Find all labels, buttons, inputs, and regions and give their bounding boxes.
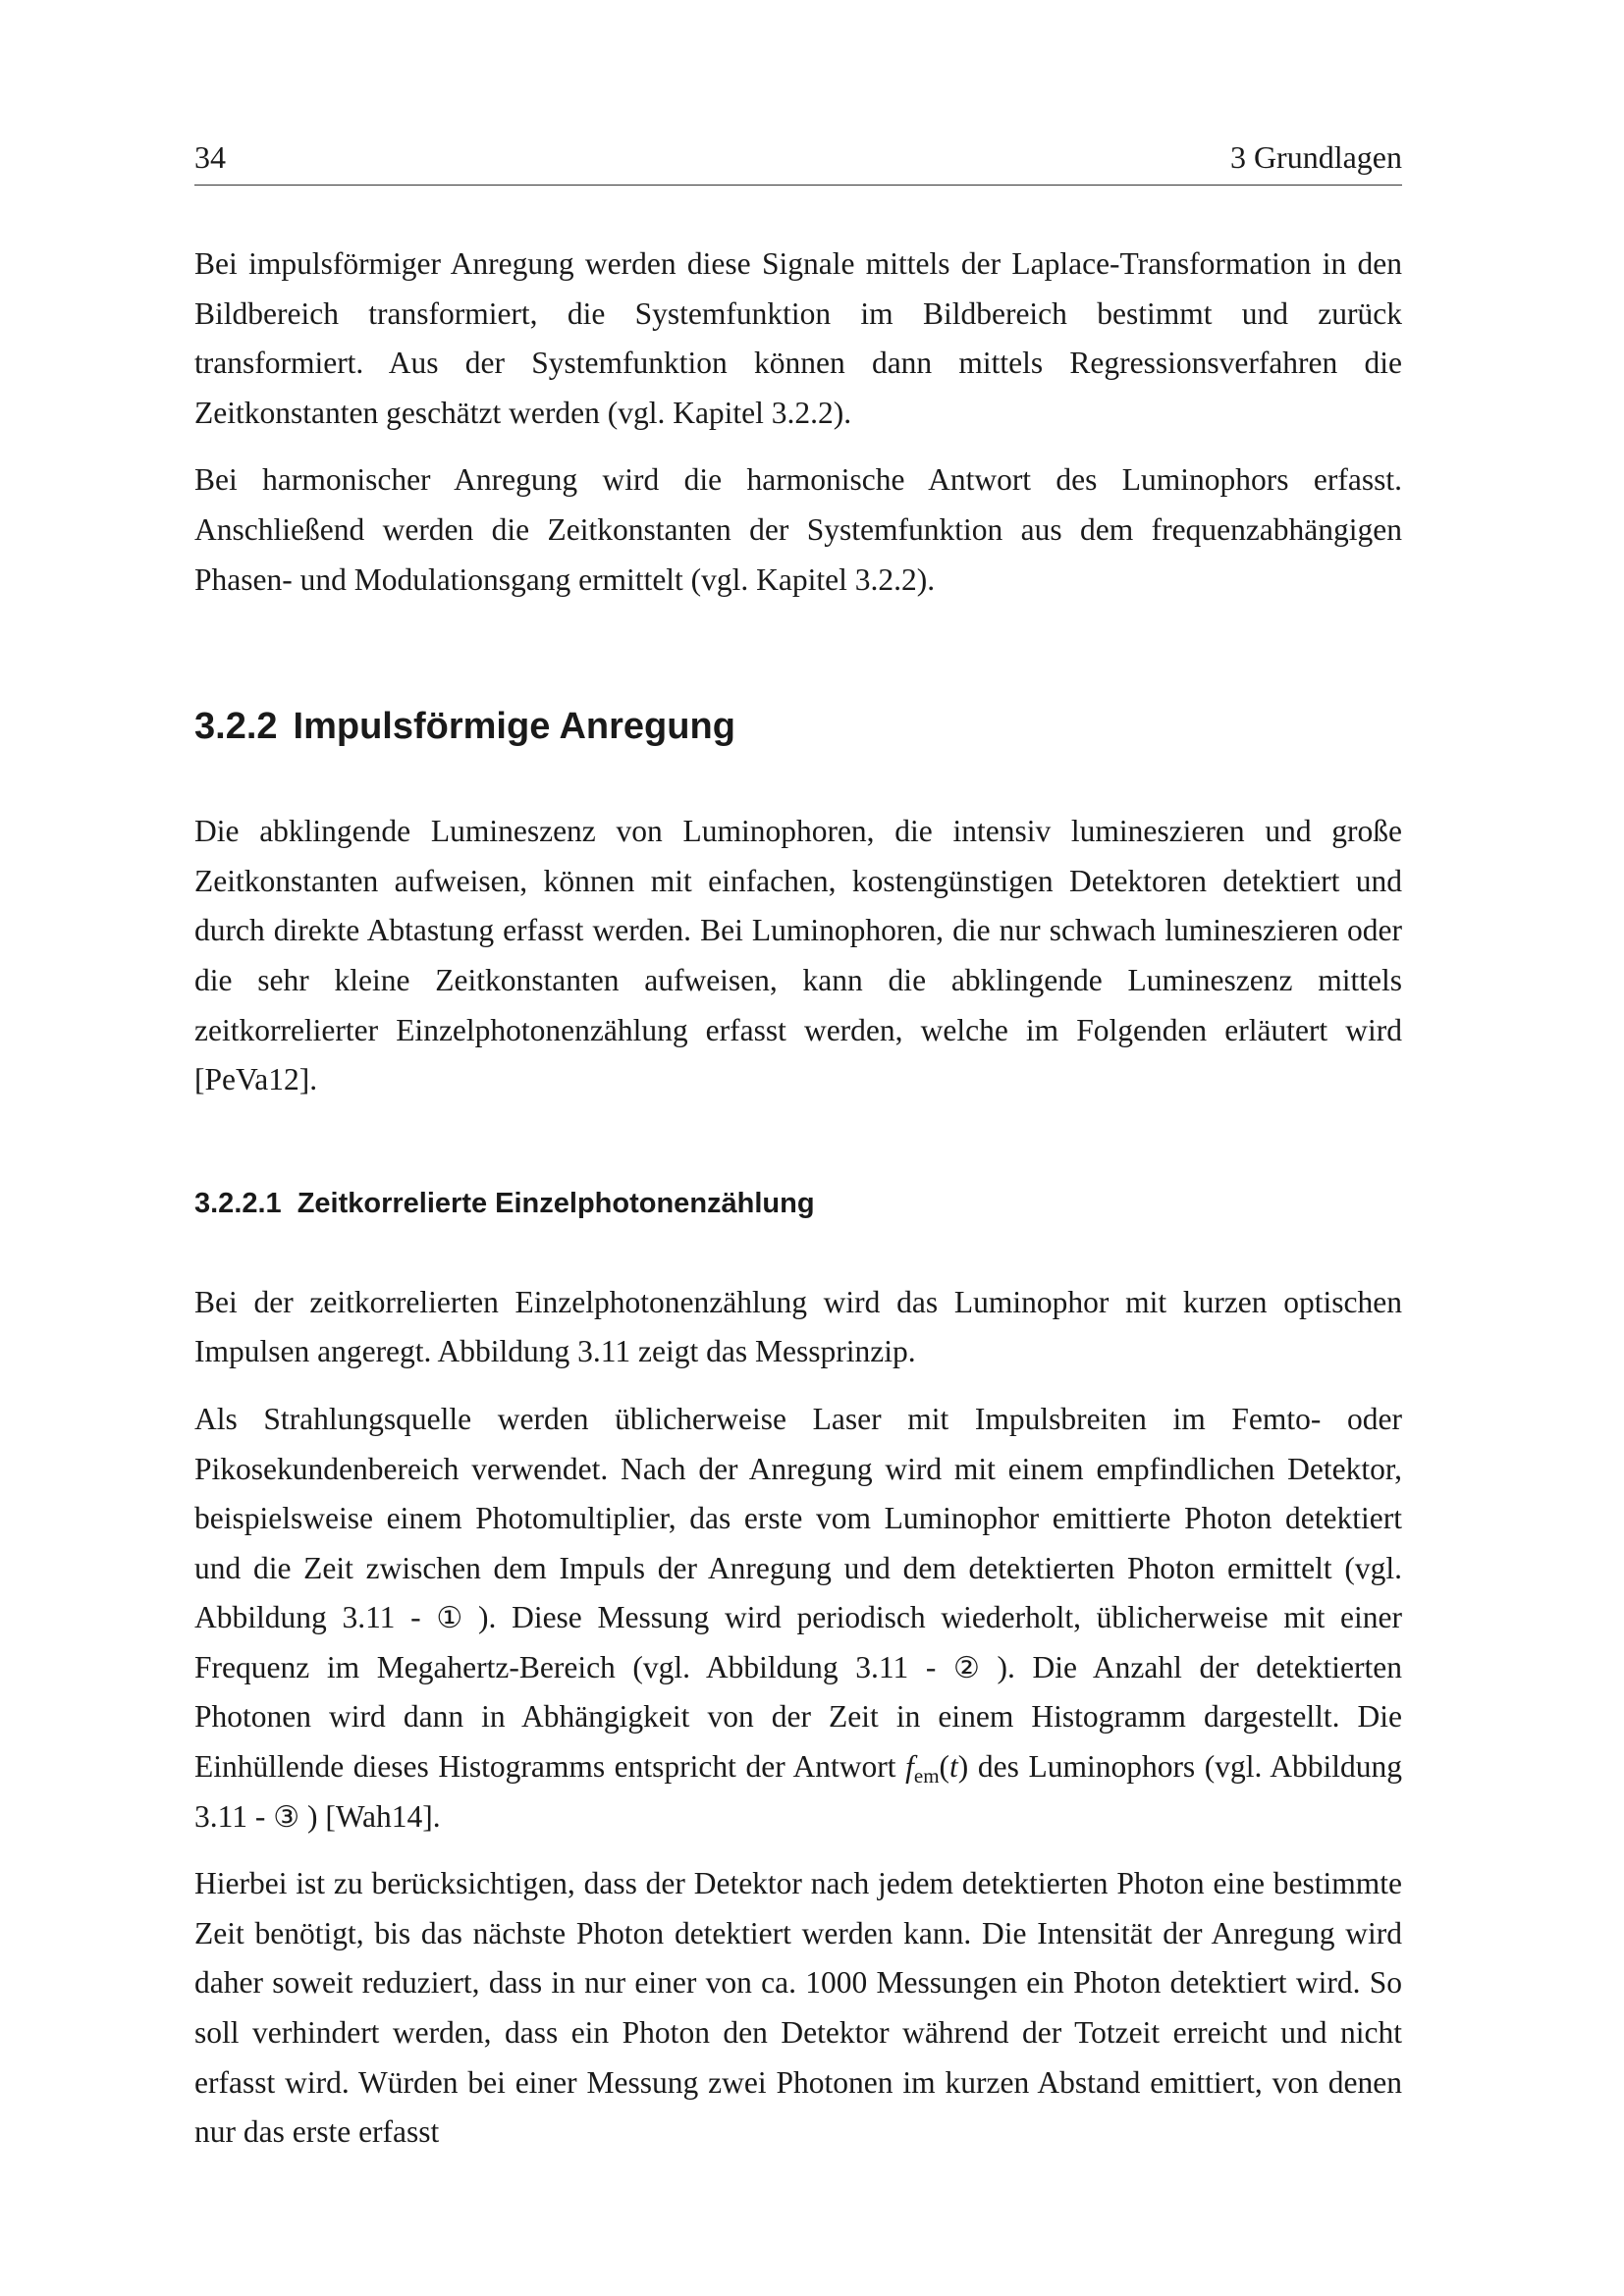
math-f: f (905, 1749, 914, 1785)
subsection-paragraph-3: Hierbei ist zu berücksichtigen, dass der Detektor nach jedem detektierten Photon eine bestimmte Zeit benötigt, bis das nächste Photon detektiert werden kann. Die Intensität der Anregung wird daher soweit reduziert, dass in nur einer von ca. 1000 Messungen ein Photon detektiert wird. So soll verhindert werden, dass ein Photon den Detektor während der Totzeit erreicht und nicht erfasst wird. Würden bei einer Messung zwei Photonen im kurzen Abstand emittiert, von denen nur das erste erfasst (194, 1866, 1402, 2150)
running-header (194, 135, 1402, 186)
section-paragraph-1: Die abklingende Lumineszenz von Luminophoren, die intensiv lumineszieren und große Zeitkonstanten aufweisen, können mit einfachen, kostengünstigen Detektoren detektiert und durch direkte Abtastung erfasst werden. Bei Luminophoren, die nur schwach lumineszieren oder die sehr kleine Zeitkonstanten aufweisen, kann die abklingende Lumineszenz mittels zeitkorrelierter Einzelphotonenzählung erfasst werden, welche im Folgenden erläutert wird [PeVa12]. (194, 814, 1402, 1097)
page-number: 34 (194, 139, 226, 175)
intro-paragraph-1: Bei impulsförmiger Anregung werden diese Signale mittels der Laplace-Transformation in den Bildbereich transformiert, die Systemfunktion im Bildbereich bestimmt und zurück transformiert. Aus der Systemfunktion können dann mittels Regressionsverfahren die Zeitkonstanten geschätzt werden (vgl. Kapitel 3.2.2). (194, 246, 1402, 430)
section-heading (194, 703, 1402, 750)
subsection-paragraph-2 (194, 1395, 1402, 1842)
math-t: t (949, 1749, 958, 1785)
p2-text-1: Als Strahlungsquelle werden üblicherweise Laser mit Impulsbreiten im Femto- oder Pikosekundenbereich verwendet. Nach der Anregung wird mit einem empfindlichen Detektor, beispielsweise einem Photomultiplier, das erste vom Luminophor emittierte Photon detektiert und die Zeit zwischen dem Impuls der Anregung und dem detektierten Photon ermittelt (vgl. Abbildung 3.11 - (194, 1401, 1402, 1635)
section-number: 3.2.2 (194, 706, 278, 748)
p2-text-4: des Luminophors (vgl. Abbildung 3.11 - (194, 1749, 1402, 1834)
chapter-title: 3 Grundlagen (1229, 139, 1402, 175)
subsection-title: Zeitkorrelierte Einzelphotonenzählung (297, 1187, 815, 1219)
page-body (194, 240, 1402, 2175)
section-title: Impulsförmige Anregung (293, 706, 735, 748)
subsection-heading (194, 1184, 1402, 1223)
intro-paragraph-2: Bei harmonischer Anregung wird die harmonische Antwort des Luminophors erfasst. Anschließend werden die Zeitkonstanten der Systemfunktion aus dem frequenzabhängigen Phasen- und Modulationsgang ermittelt (vgl. Kapitel 3.2.2). (194, 462, 1402, 597)
p2-text-2: ). Diese Messung wird periodisch wiederholt, üblicherweise mit einer Frequenz im Megahertz-Bereich (vgl. Abbildung 3.11 - (194, 1600, 1402, 1684)
circled-one-marker: ① (436, 1601, 463, 1636)
math-subscript-em: em (913, 1764, 940, 1789)
math-paren-close: ) (957, 1749, 969, 1785)
math-f-em-t (905, 1749, 969, 1789)
subsection-paragraph-1: Bei der zeitkorrelierten Einzelphotonenzählung wird das Luminophor mit kurzen optischen Impulsen angeregt. Abbildung 3.11 zeigt das Messprinzip. (194, 1284, 1402, 1369)
subsection-number: 3.2.2.1 (194, 1187, 282, 1219)
math-paren-open: ( (939, 1749, 950, 1785)
circled-two-marker: ② (953, 1650, 980, 1685)
p2-text-5: ) [Wah14]. (299, 1798, 441, 1834)
p2-text-3: ). Die Anzahl der detektierten Photonen wird dann in Abhängigkeit von der Zeit in einem Histogramm dargestellt. Die Einhüllende dieses Histogramms entspricht der Antwort (194, 1649, 1402, 1785)
circled-three-marker: ③ (273, 1799, 300, 1835)
